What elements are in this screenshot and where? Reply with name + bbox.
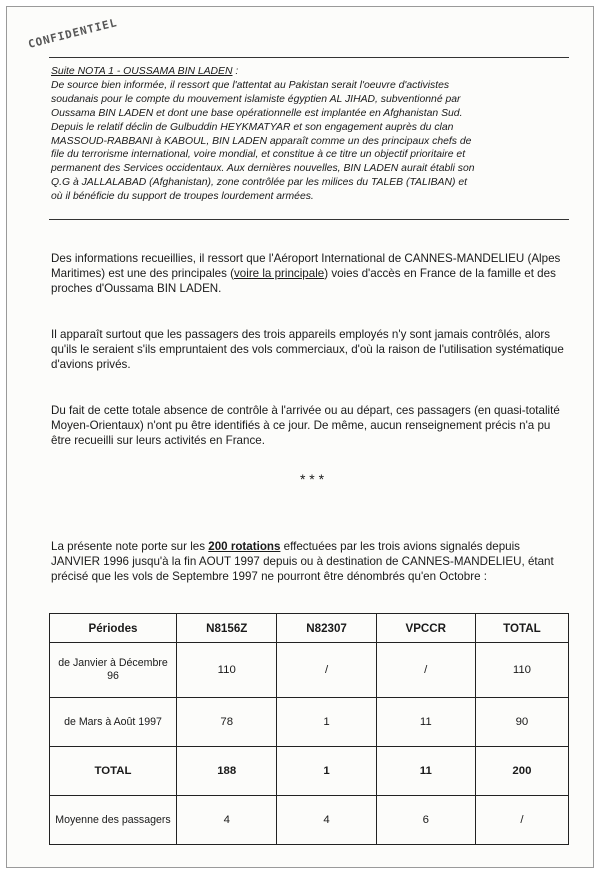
top-divider: [49, 57, 569, 58]
nota-title: Suite NOTA 1 - OUSSAMA BIN LADEN: [51, 66, 233, 77]
cell: 4: [177, 796, 277, 845]
row-label: Moyenne des passagers: [50, 796, 177, 845]
header-n8156z: N8156Z: [177, 614, 277, 643]
table-row: [50, 643, 569, 698]
cell: 6: [376, 796, 475, 845]
cell: 188: [177, 747, 277, 796]
nota-line: Oussama BIN LADEN et dont une base opérationnelle est implantée en Afghanistan Sud.: [51, 107, 463, 119]
cell: 110: [475, 643, 568, 698]
cell: 1: [277, 698, 376, 747]
nota-title-colon: :: [232, 66, 239, 77]
nota-line: MASSOUD-RABBANI à KABOUL, BIN LADEN apparaît comme un des principaux chefs de: [51, 135, 472, 147]
header-total: TOTAL: [475, 614, 568, 643]
paragraph-passengers-control: Il apparaît surtout que les passagers des trois appareils employés n'y sont jamais contrôlés, alors qu'ils le seraient s'ils empruntaient des vols commerciaux, d'où la raison de l'utilisation systématique d'avions privés.: [51, 328, 564, 372]
rotations-table: [49, 613, 569, 845]
row-label: de Janvier à Décembre 96: [50, 643, 177, 698]
cell: 90: [475, 698, 568, 747]
nota-bottom-divider: [49, 219, 569, 220]
cell: 11: [376, 698, 475, 747]
nota-line: Depuis le relatif déclin de Gulbuddin HEYKMATYAR et son engagement auprès du clan: [51, 121, 454, 133]
document-page: [6, 6, 594, 868]
nota-line: Q.G à JALLALABAD (Afghanistan), zone contrôlée par les milices du TALEB (TALIBAN) et: [51, 177, 467, 189]
table-header-row: [50, 614, 569, 643]
cell: 78: [177, 698, 277, 747]
nota-section: [51, 65, 569, 204]
cell: 200: [475, 747, 568, 796]
nota-line: file du terrorisme international, voire mondial, et constitue à ce titre un objectif prioritaire et: [51, 149, 466, 161]
table-row-total: [50, 747, 569, 796]
cell: 110: [177, 643, 277, 698]
paragraph-airport: Des informations recueillies, il ressort que l'Aéroport International de CANNES-MANDELIEU (Alpes Maritimes) est une des principales (voire la principale) voies d'accès en France de la famille et des proches d'Oussama BIN LADEN.: [51, 252, 561, 296]
row-label: de Mars à Août 1997: [50, 698, 177, 747]
nota-line: soudanais pour le compte du mouvement islamiste égyptien AL JIHAD, subventionné par: [51, 93, 461, 105]
rotations-count: 200 rotations: [208, 540, 281, 553]
confidential-stamp: CONFIDENTIEL: [26, 16, 119, 51]
nota-line: De source bien informée, il ressort que l'attentat au Pakistan serait l'oeuvre d'activistes: [51, 79, 450, 91]
cell: 11: [376, 747, 475, 796]
header-n82307: N82307: [277, 614, 376, 643]
nota-line: où il bénéficie du support de troupes lourdement armées.: [51, 191, 314, 203]
nota-line: permanent des Services occidentaux. Aux dernières nouvelles, BIN LADEN aurait établi son: [51, 163, 475, 175]
table-row: [50, 698, 569, 747]
table-row: [50, 796, 569, 845]
paragraph-rotations: La présente note porte sur les 200 rotations effectuées par les trois avions signalés depuis JANVIER 1996 jusqu'à la fin AOUT 1997 depuis ou à destination de CANNES-MANDELIEU, étant précisé que les vols de Septembre 1997 ne pourront être dénombrés qu'en Octobre :: [51, 540, 554, 584]
paragraph-identification: Du fait de cette totale absence de contrôle à l'arrivée ou au départ, ces passagers (en quasi-totalité Moyen-Orientaux) n'ont pu être identifiés à ce jour. De même, aucun renseignement précis n'a pu être recueilli sur leurs activités en France.: [51, 404, 560, 448]
header-vpccr: VPCCR: [376, 614, 475, 643]
cell: 4: [277, 796, 376, 845]
cell: /: [475, 796, 568, 845]
cell: 1: [277, 747, 376, 796]
header-periodes: Périodes: [50, 614, 177, 643]
section-separator: * * *: [299, 471, 325, 487]
underlined-emphasis: voire la principale: [234, 267, 325, 281]
cell: /: [376, 643, 475, 698]
cell: /: [277, 643, 376, 698]
row-label: TOTAL: [50, 747, 177, 796]
